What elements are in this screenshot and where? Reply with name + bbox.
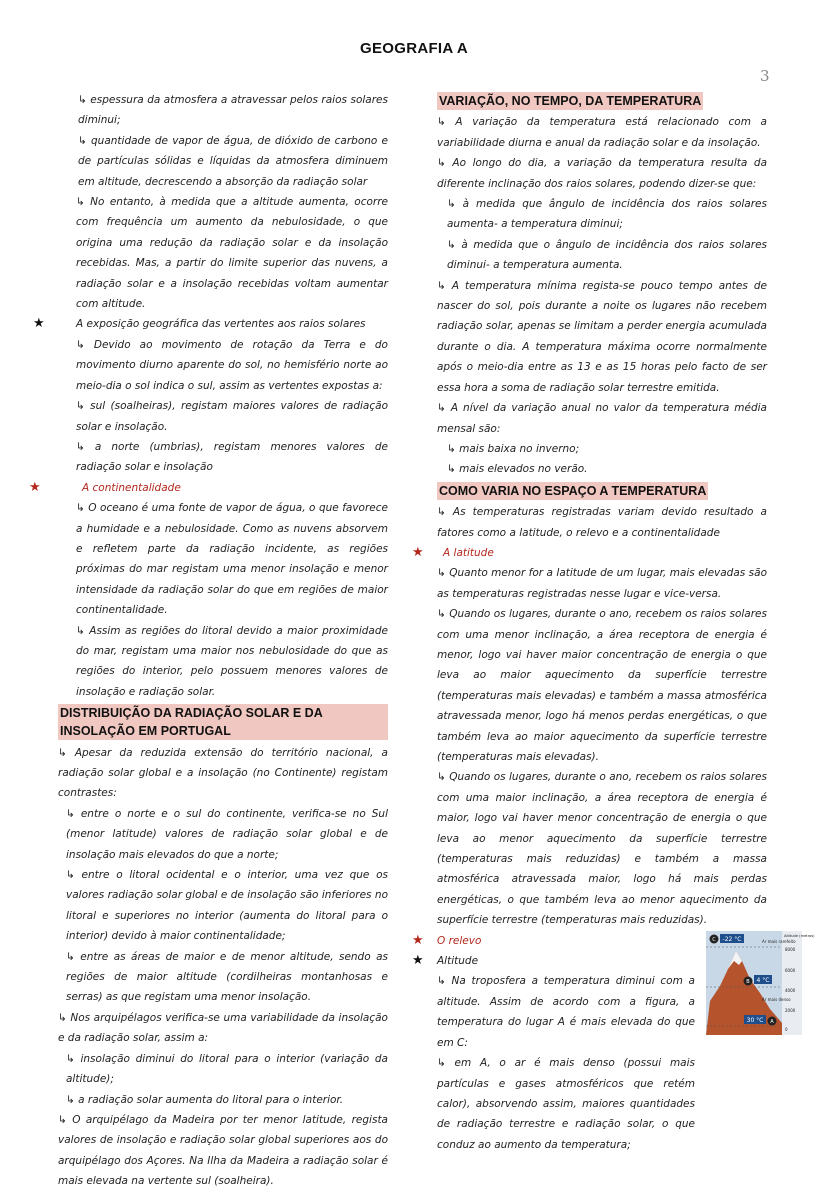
paragraph: ↳ O arquipélago da Madeira por ter menor latitude, regista valores de insolação e radiação solar global superiores aos do arquipélago dos Açores. Na Ilha da Madeira a radiação solar é mais elevada na vertente sul (soalheira). [58, 1113, 388, 1188]
page-number: 3 [760, 67, 770, 85]
star-item: ★ O relevo [437, 931, 767, 951]
paragraph: ↳ Na troposfera a temperatura diminui com a altitude. Assim de acordo com a figura, a temperatura do lugar A é mais elevada do que em C: [437, 975, 695, 1049]
paragraph: ↳ A variação da temperatura está relacionado com a variabilidade diurna e anual da radiação solar e da insolação. [437, 116, 767, 149]
paragraph: ↳ à medida que ângulo de incidência dos raios solares aumenta- a temperatura diminui; [447, 198, 767, 231]
paragraph: ↳ sul (soalheiras), registam maiores valores de radiação solar e insolação. [76, 400, 388, 433]
temp-mid-text: 4 °C [756, 977, 770, 984]
star-icon: ★ [412, 953, 424, 969]
paragraph: ↳ à medida que o ângulo de incidência dos raios solares diminui- a temperatura aumenta. [447, 238, 767, 272]
star-item: ★ Altitude [437, 951, 767, 971]
temp-top-text: -22 °C [722, 936, 742, 943]
star-item: ★ A exposição geográfica das vertentes aos raios solares [58, 314, 388, 334]
paragraph: ↳ quantidade de vapor de água, de dióxido de carbono e de partículas sólidas e líquidas da atmosfera diminuem em altitude, decrescendo a absorção da radiação solar [78, 134, 388, 188]
paragraph: ↳ mais elevados no verão. [447, 463, 588, 476]
paragraph: ↳ insolação diminui do litoral para o interior (variação da altitude); [66, 1052, 388, 1086]
star-icon: ★ [412, 544, 424, 560]
tick-label: 0 [785, 1027, 788, 1032]
page-title: GEOGRAFIA A [359, 40, 469, 57]
paragraph: ↳ mais baixa no inverno; [447, 442, 580, 455]
section-heading: COMO VARIA NO ESPAÇO A TEMPERATURA [439, 483, 707, 498]
star-icon: ★ [29, 479, 41, 495]
axis-title: Altitude (metros) [784, 934, 815, 938]
tick-label: 2000 [785, 1008, 796, 1013]
section-heading: DISTRIBUIÇÃO DA RADIAÇÃO SOLAR E DA INSOLAÇÃO EM PORTUGAL [58, 704, 388, 740]
point-b-label: B [746, 979, 750, 985]
paragraph: ↳ a norte (umbrias), registam menores valores de radiação solar e insolação [76, 440, 388, 474]
paragraph: ↳ Nos arquipélagos verifica-se uma variabilidade da insolação e da radiação solar, assim a: [58, 1011, 388, 1045]
paragraph: ↳ As temperaturas registradas variam devido resultado a fatores como a latitude, o relevo e a continentalidade [437, 506, 767, 539]
paragraph: ↳ a radiação solar aumenta do litoral para o interior. [66, 1093, 344, 1106]
paragraph: ↳ em A, o ar é mais denso (possui mais partículas e gases atmosféricos que retém calor), absorvendo assim, maiores quantidades de radiação terrestre e radiação solar, o que conduz ao aumento da temperatura; [437, 1057, 695, 1151]
temp-bottom-text: 30 °C [746, 1017, 764, 1024]
paragraph: ↳ Quando os lugares, durante o ano, recebem os raios solares com uma menor inclinação, a área receptora de energia é menor, logo vai haver maior concentração de energia o que leva ao maior aquecimento da superfície terrestre (temperaturas mais elevadas) e também a massa atmosférica atravessada menor, logo há menos perdas energéticas, o que também leva ao maior aquecimento da superfície terrestre (temperaturas mais elevadas). [437, 608, 767, 763]
tick-label: 6000 [785, 968, 796, 973]
section-heading: VARIAÇÃO, NO TEMPO, DA TEMPERATURA [439, 94, 702, 108]
paragraph: ↳ Devido ao movimento de rotação da Terra e do movimento diurno aparente do sol, no hemisfério norte ao meio-dia o sol indica o sul, assim as vertentes expostas a: [76, 338, 388, 392]
paragraph: ↳ Apesar da reduzida extensão do território nacional, a radiação solar global e a insolação (no Continente) registam contrastes: [58, 746, 388, 800]
paragraph: ↳ Quanto menor for a latitude de um lugar, mais elevadas são as temperaturas registradas nesse lugar e vice-versa. [437, 567, 767, 600]
left-column [29, 90, 388, 1192]
paragraph: ↳ entre as áreas de maior e de menor altitude, sendo as regiões de maior altitude (cordilheiras montanhosas e serras) as que registam uma menor insolação. [66, 950, 388, 1004]
paragraph: ↳ O oceano é uma fonte de vapor de água, o que favorece a humidade e a nebulosidade. Como as nuvens absorvem e refletem parte da radiação incidente, as regiões próximas do mar registam uma menor insolação e menor intensidade da radiação solar do que em regiões de maior continentalidade. [76, 502, 388, 617]
star-item: ★ A latitude [437, 543, 767, 563]
label-bottom: Ar mais denso [762, 997, 791, 1002]
star-icon: ★ [33, 316, 45, 332]
point-c-label: C [712, 937, 716, 943]
altitude-temperature-figure [706, 931, 815, 1035]
star-icon: ★ [412, 932, 424, 948]
paragraph: ↳ Assim as regiões do litoral devido a maior proximidade do mar, registam uma maior nos nebulosidade do que as regiões do interior, pelo possuem menores valores de insolação e radiação solar. [76, 624, 388, 698]
paragraph: ↳ A temperatura mínima regista-se pouco tempo antes de nascer do sol, pois durante a noite os lugares não recebem radiação solar, apenas se limitam a perder energia acumulada durante o dia. A temperatura máxima ocorre normalmente após o meio-dia entre as 13 e as 15 horas pelo facto de ser essa hora a soma de radiação solar terrestre emitida. [437, 279, 767, 394]
paragraph: ↳ entre o litoral ocidental e o interior, uma vez que os valores radiação solar global e de insolação são inferiores no litoral e superiores no interior (aumenta do litoral para o interior) devido à maior continentalidade; [66, 869, 388, 943]
label-top: Ar mais rarefeito [762, 939, 796, 944]
tick-label: 8000 [785, 947, 796, 952]
point-a-label: A [770, 1019, 774, 1025]
paragraph: ↳ No entanto, à medida que a altitude aumenta, ocorre com frequência um aumento da nebulosidade, o que origina uma redução da radiação solar e da insolação recebidas. Mas, a partir do limite superior das nuvens, a radiação solar e a insolação recebidas voltam aumentar com altitude. [76, 196, 388, 311]
paragraph: ↳ espessura da atmosfera a atravessar pelos raios solares diminui; [78, 94, 388, 127]
paragraph: ↳ entre o norte e o sul do continente, verifica-se no Sul (menor latitude) valores de radiação solar global e de insolação mais elevados do que a norte; [66, 807, 388, 861]
tick-label: 4000 [785, 988, 796, 993]
star-item: ★ A continentalidade [58, 478, 388, 498]
paragraph: ↳ A nível da variação anual no valor da temperatura média mensal são: [437, 402, 767, 435]
paragraph: ↳ Quando os lugares, durante o ano, recebem os raios solares com uma maior inclinação, a área receptora de energia é maior, logo vai haver menor concentração de energia o que leva ao menor aquecimento da superfície terrestre (temperaturas mais reduzidas) e também a massa atmosférica atravessada maior, logo há mais perdas energéticas, o que também leva ao menor aquecimento da superfície terrestre (temperaturas mais reduzidas). [437, 771, 767, 927]
paragraph: ↳ Ao longo do dia, a variação da temperatura resulta da diferente inclinação dos raios solares, podendo dizer-se que: [437, 157, 767, 190]
